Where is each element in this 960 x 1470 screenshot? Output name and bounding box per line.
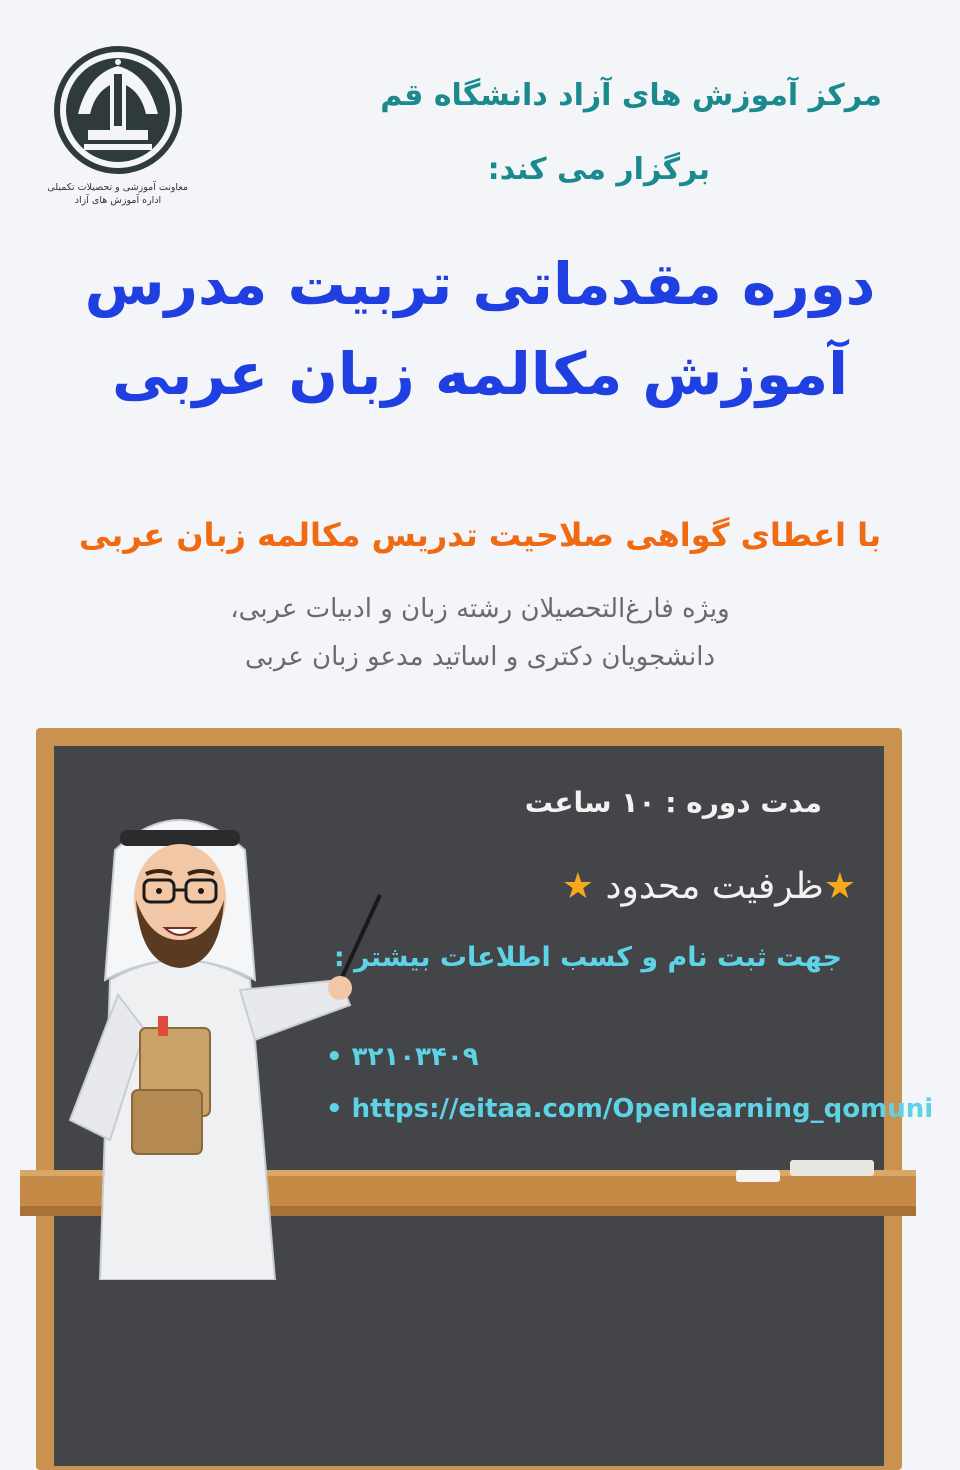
contact-link[interactable]: • https://eitaa.com/Openlearning_qomuni (326, 1094, 934, 1124)
organizer-name: مرکز آموزش های آزاد دانشگاه قم (380, 78, 882, 113)
course-title-line2: آموزش مکالمه زبان عربی (111, 340, 849, 408)
pointer-stick (338, 895, 380, 986)
chalk-piece (736, 1170, 780, 1182)
university-emblem-icon (48, 44, 188, 184)
star-icon: ★ (823, 866, 856, 907)
agal-band (120, 830, 240, 846)
university-logo (48, 44, 188, 204)
audience-line2: دانشجویان دکتری و اساتید مدعو زبان عربی (244, 642, 716, 672)
audience-line1: ویژه فارغ‌التحصیلان رشته زبان و ادبیات عربی، (230, 594, 730, 624)
star-icon: ★ (561, 866, 595, 907)
certificate-subtitle: با اعطای گواهی صلاحیت تدریس مکالمه زبان عربی (78, 516, 882, 554)
capacity-label: ظرفیت محدود (605, 866, 824, 907)
course-title-line1: دوره مقدماتی تربیت مدرس (84, 250, 876, 318)
organizer-tagline: برگزار می کند: (487, 152, 710, 187)
course-duration: مدت دوره : ۱۰ ساعت (524, 786, 822, 819)
teacher-illustration (40, 790, 400, 1280)
chalk-eraser (790, 1160, 874, 1176)
logo-caption-line1: معاونت آموزشی و تحصیلات تکمیلی (47, 182, 188, 193)
registration-heading: جهت ثبت نام و کسب اطلاعات بیشتر : (333, 942, 842, 973)
capacity-row (562, 866, 856, 907)
contact-phone[interactable]: • ۳۲۱۰۳۴۰۹ (326, 1042, 479, 1072)
logo-caption-line2: اداره آموزش های آزاد (74, 195, 162, 206)
